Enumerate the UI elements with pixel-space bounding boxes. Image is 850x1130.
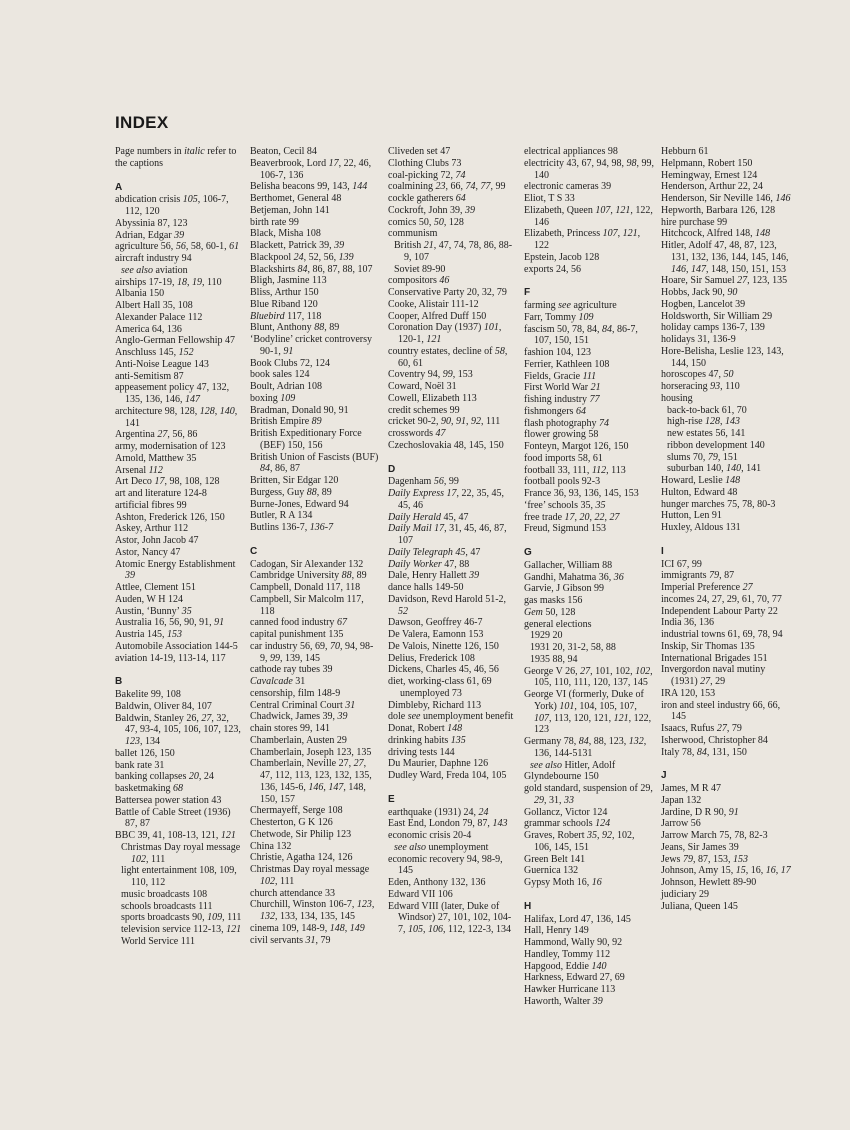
index-entry: Dawson, Geoffrey 46-7 [388, 617, 483, 629]
index-entry: communism [388, 228, 438, 240]
index-entry: Howard, Leslie 148 [661, 475, 741, 486]
section-letter-i: I [661, 545, 664, 557]
index-entry: America 64, 136 [115, 323, 182, 335]
index-entry: Hogben, Lancelot 39 [661, 298, 746, 310]
index-entry: Haworth, Walter 39 [524, 995, 603, 1007]
index-entry: Ferrier, Kathleen 108 [524, 358, 610, 370]
index-intro-note: Page numbers in italic refer to the captions [115, 146, 237, 169]
index-entry: China 132 [250, 840, 292, 852]
index-entry: India 36, 136 [661, 617, 715, 629]
index-entry: Adrian, Edgar 39 [115, 229, 185, 241]
index-entry: flash photography 74 [524, 417, 609, 429]
index-entry: football 33, 111, 112, 113 [524, 464, 626, 476]
index-entry: driving tests 144 [388, 746, 455, 758]
index-entry: George VI (formerly, Duke of York) 101, 104, 105, 107, 107, 113, 120, 121, 121, 122, 123 [524, 689, 652, 736]
index-entry: Hebburn 61 [661, 146, 709, 157]
index-subentry: 1931 20, 31-2, 58, 88 [530, 642, 616, 653]
index-entry: farming see agriculture [524, 300, 617, 311]
index-subentry: schools broadcasts 111 [121, 900, 213, 912]
index-entry: Hammond, Wally 90, 92 [524, 937, 623, 948]
index-entry: car industry 56, 69, 70, 94, 98-9, 99, 139, 145 [250, 640, 374, 664]
index-entry: Battle of Cable Street (1936) 87, 87 [115, 806, 231, 830]
index-entry: Dickens, Charles 45, 46, 56 [388, 664, 499, 676]
index-entry: Dale, Henry Hallett 39 [388, 570, 480, 582]
section-letter-c: C [250, 545, 258, 557]
index-entry: iron and steel industry 66, 66, 145 [661, 699, 781, 723]
index-column-3 [388, 146, 518, 936]
index-subentry: British 21, 47, 74, 78, 86, 88-9, 107 [394, 240, 513, 263]
index-entry: electricity 43, 67, 94, 98, 98, 99, 140 [524, 157, 654, 181]
index-entry: Hoare, Sir Samuel 27, 123, 135 [661, 275, 788, 287]
index-entry: gas masks 156 [524, 595, 583, 606]
index-subentry: Soviet 89-90 [394, 263, 446, 275]
section-letter-a: A [115, 181, 123, 193]
index-entry: airships 17-19, 18, 19, 110 [115, 276, 222, 288]
index-entry: Daily Herald 45, 47 [388, 511, 469, 523]
index-column-4 [524, 146, 654, 1008]
index-entry: Epstein, Jacob 128 [524, 251, 600, 263]
index-entry: Berthomet, General 48 [250, 193, 342, 204]
index-entry: cockle gatherers 64 [388, 193, 466, 204]
index-entry: Germany 78, 84, 88, 123, 132, 136, 144-5131 [524, 736, 647, 759]
index-entry: Inskip, Sir Thomas 135 [661, 640, 755, 652]
index-entry: immigrants 79, 87 [661, 570, 735, 582]
index-entry: Arsenal 112 [115, 464, 163, 476]
index-entry: Cavalcade 31 [250, 676, 306, 687]
index-entry: Baldwin, Stanley 26, 27, 32, 47, 93-4, 105, 106, 107, 123, 123, 134 [115, 712, 241, 747]
index-entry: Coward, Noël 31 [388, 381, 457, 392]
index-entry: basketmaking 68 [115, 783, 184, 794]
index-entry: Johnson, Amy 15, 15, 16, 16, 17 [661, 865, 791, 877]
index-entry: hire purchase 99 [661, 216, 728, 228]
index-entry: Burne-Jones, Edward 94 [250, 498, 349, 510]
section-letter-b: B [115, 676, 123, 688]
index-entry: Du Maurier, Daphne 126 [388, 758, 489, 770]
index-entry: Gem 50, 128 [524, 606, 576, 618]
index-entry: British Union of Fascists (BUF) 84, 86, 87 [250, 451, 379, 475]
index-entry: Britten, Sir Edgar 120 [250, 475, 339, 486]
index-entry: holiday camps 136-7, 139 [661, 322, 765, 334]
index-entry: Blackshirts 84, 86, 87, 88, 107 [250, 263, 373, 275]
index-entry: Central Criminal Court 31 [250, 699, 356, 711]
index-entry: Jardine, D R 90, 91 [661, 806, 739, 818]
index-entry: Hall, Henry 149 [524, 925, 589, 937]
index-entry: Glyndebourne 150 [524, 771, 599, 783]
index-entry: Fonteyn, Margot 126, 150 [524, 441, 629, 452]
index-entry: Atomic Energy Establishment 39 [115, 558, 236, 582]
index-entry: Hemingway, Ernest 124 [661, 169, 758, 181]
index-subentry: see also aviation [121, 264, 188, 276]
index-entry: banking collapses 20, 24 [115, 771, 214, 783]
index-entry: Blackpool 24, 52, 56, 139 [250, 251, 354, 263]
index-entry: Gypsy Moth 16, 16 [524, 877, 602, 888]
index-entry: Freud, Sigmund 153 [524, 523, 606, 535]
index-entry: architecture 98, 128, 128, 140, 141 [115, 405, 238, 429]
index-subentry: back-to-back 61, 70 [667, 404, 747, 416]
index-entry: Austin, ‘Bunny’ 35 [115, 605, 192, 617]
index-entry: Belisha beacons 99, 143, 144 [250, 181, 368, 193]
index-entry: Bliss, Arthur 150 [250, 287, 319, 298]
index-entry: gold standard, suspension of 29, 29, 31, 33 [524, 783, 653, 806]
index-entry: Askey, Arthur 112 [115, 523, 189, 535]
index-entry: cathode ray tubes 39 [250, 664, 333, 676]
index-entry: First World War 21 [524, 382, 601, 394]
index-entry: exports 24, 56 [524, 263, 581, 275]
index-entry: Astor, John Jacob 47 [115, 535, 199, 546]
index-entry: Hore-Belisha, Leslie 123, 143, 144, 150 [661, 345, 784, 369]
index-entry: artificial fibres 99 [115, 499, 187, 511]
section-letter-g: G [524, 547, 532, 558]
index-entry: Helpmann, Robert 150 [661, 157, 753, 169]
index-entry: Betjeman, John 141 [250, 204, 330, 216]
index-entry: hunger marches 75, 78, 80-3 [661, 498, 776, 510]
index-entry: economic crisis 20-4 [388, 830, 472, 841]
index-entry: Boult, Adrian 108 [250, 381, 322, 392]
index-entry: Davidson, Revd Harold 51-2, 52 [388, 593, 507, 617]
index-entry: Hitchcock, Alfred 148, 148 [661, 228, 771, 240]
section-letter-h: H [524, 900, 532, 912]
index-entry: Gallacher, William 88 [524, 559, 613, 571]
index-entry: cricket 90-2, 90, 91, 92, 111 [388, 416, 501, 428]
index-entry: cinema 109, 148-9, 148, 149 [250, 922, 365, 934]
index-entry: Eden, Anthony 132, 136 [388, 877, 486, 888]
index-subentry: 1935 88, 94 [530, 653, 578, 665]
index-entry: Daily Express 17, 22, 35, 45, 45, 46 [388, 488, 505, 511]
index-entry: Hulton, Edward 48 [661, 486, 738, 498]
index-entry: ‘free’ schools 35, 35 [524, 499, 606, 511]
index-entry: Blackett, Patrick 39, 39 [250, 240, 345, 251]
index-entry: free trade 17, 20, 22, 27 [524, 511, 620, 523]
index-subentry: suburban 140, 140, 141 [667, 463, 762, 475]
index-entry: Eliot, T S 33 [524, 193, 575, 204]
index-entry: chain stores 99, 141 [250, 723, 330, 734]
index-entry: Hutton, Len 91 [661, 510, 722, 522]
index-entry: boxing 109 [250, 392, 296, 404]
index-entry: Astor, Nancy 47 [115, 546, 181, 558]
index-subentry: see also unemployment [394, 841, 489, 853]
index-entry: British Expeditionary Force (BEF) 150, 156 [250, 428, 362, 451]
index-entry: Graves, Robert 35, 92, 102, 106, 145, 151 [524, 830, 635, 853]
index-entry: housing [661, 392, 693, 404]
index-entry: Chadwick, James 39, 39 [250, 711, 348, 723]
index-entry: birth rate 99 [250, 216, 299, 228]
index-entry: Handley, Tommy 112 [524, 948, 611, 960]
index-subentry: light entertainment 108, 109, 110, 112 [121, 865, 237, 888]
index-entry: agriculture 56, 56, 58, 60-1, 61 [115, 241, 240, 253]
index-entry: Coventry 94, 99, 153 [388, 369, 473, 381]
index-column-2 [250, 146, 380, 946]
index-entry: Cockroft, John 39, 39 [388, 204, 475, 216]
index-entry: credit schemes 99 [388, 404, 460, 416]
index-entry: Bakelite 99, 108 [115, 689, 181, 700]
index-entry: Dagenham 56, 99 [388, 476, 459, 488]
index-entry: coalmining 23, 66, 74, 77, 99 [388, 181, 506, 193]
index-entry: Automobile Association 144-5 [115, 640, 238, 652]
index-entry: canned food industry 67 [250, 617, 347, 629]
index-entry: Abyssinia 87, 123 [115, 217, 188, 229]
index-entry: Conservative Party 20, 32, 79 [388, 287, 507, 298]
index-entry: International Brigades 151 [661, 652, 768, 664]
index-entry: Hapgood, Eddie 140 [524, 960, 607, 972]
index-entry: Book Clubs 72, 124 [250, 357, 331, 369]
index-entry: Green Belt 141 [524, 853, 586, 865]
index-entry: Anschluss 145, 152 [115, 347, 194, 358]
index-entry: Daily Telegraph 45, 47 [388, 546, 481, 558]
index-subentry: Christmas Day royal message 102, 111 [121, 841, 241, 865]
index-entry: Burgess, Guy 88, 89 [250, 486, 332, 498]
index-entry: James, M R 47 [661, 783, 721, 794]
index-entry: Chesterton, G K 126 [250, 817, 333, 828]
index-entry: Arnold, Matthew 35 [115, 452, 197, 464]
index-entry: Austria 145, 153 [115, 629, 182, 640]
index-entry: Cowell, Elizabeth 113 [388, 392, 477, 404]
index-entry: ‘Bodyline’ cricket controversy 90-1, 91 [250, 334, 372, 357]
index-entry: book sales 124 [250, 369, 310, 381]
index-subentry: new estates 56, 141 [667, 428, 746, 439]
index-entry: Henderson, Sir Neville 146, 146 [661, 193, 791, 204]
index-entry: Daily Mail 17, 31, 45, 46, 87, 107 [388, 523, 507, 546]
index-entry: dance halls 149-50 [388, 582, 464, 593]
index-subentry: see also Hitler, Adolf [530, 759, 616, 771]
index-entry: Guernica 132 [524, 865, 579, 877]
index-entry: abdication crisis 105, 106-7, 112, 120 [115, 194, 229, 217]
index-entry: Jarrow March 75, 78, 82-3 [661, 830, 768, 841]
index-entry: Black, Misha 108 [250, 228, 321, 240]
index-entry: Johnson, Hewlett 89-90 [661, 877, 757, 888]
index-entry: Cadogan, Sir Alexander 132 [250, 558, 364, 570]
index-entry: drinking habits 135 [388, 734, 466, 746]
index-entry: Bradman, Donald 90, 91 [250, 404, 349, 416]
index-entry: fashion 104, 123 [524, 347, 591, 358]
index-entry: De Valois, Ninette 126, 150 [388, 640, 499, 652]
section-letter-e: E [388, 793, 395, 805]
index-entry: grammar schools 124 [524, 818, 611, 830]
index-column-5 [661, 146, 791, 912]
index-entry: Jarrow 56 [661, 818, 701, 830]
index-entry: Bluebird 117, 118 [250, 310, 322, 322]
index-entry: Henderson, Arthur 22, 24 [661, 181, 763, 193]
index-entry: horoscopes 47, 50 [661, 369, 734, 381]
index-entry: Albania 150 [115, 288, 165, 300]
index-entry: Hepworth, Barbara 126, 128 [661, 204, 776, 216]
page-title: INDEX [115, 113, 169, 132]
index-entry: Holdsworth, Sir William 29 [661, 310, 773, 322]
index-entry: electronic cameras 39 [524, 181, 612, 193]
index-entry: Elizabeth, Princess 107, 121, 122 [524, 228, 641, 251]
index-entry: Anglo-German Fellowship 47 [115, 335, 235, 347]
index-entry: George V 26, 27, 101, 102, 102, 105, 110, 111, 120, 137, 145 [524, 665, 653, 689]
index-entry: Cambridge University 88, 89 [250, 570, 367, 582]
index-entry: Churchill, Winston 106-7, 123, 132, 133, 134, 135, 145 [250, 899, 375, 922]
index-entry: church attendance 33 [250, 887, 335, 899]
index-entry: industrial towns 61, 69, 78, 94 [661, 629, 783, 640]
index-entry: dole see unemployment benefit [388, 711, 514, 723]
index-entry: Fields, Gracie 111 [524, 370, 597, 382]
index-entry: Beaton, Cecil 84 [250, 146, 317, 157]
index-entry: Chetwode, Sir Philip 123 [250, 828, 352, 840]
index-entry: Beaverbrook, Lord 17, 22, 46, 106-7, 136 [250, 157, 372, 181]
index-entry: earthquake (1931) 24, 24 [388, 806, 489, 818]
index-entry: Huxley, Aldous 131 [661, 522, 741, 533]
index-entry: electrical appliances 98 [524, 146, 618, 157]
index-entry: Jeans, Sir James 39 [661, 841, 739, 853]
index-entry: country estates, decline of 58, 60, 61 [388, 345, 508, 369]
index-entry: horseracing 93, 110 [661, 381, 740, 392]
index-entry: Chamberlain, Austen 29 [250, 734, 347, 746]
index-entry: fishmongers 64 [524, 405, 586, 417]
index-entry: Japan 132 [661, 794, 702, 806]
index-entry: Cliveden set 47 [388, 146, 451, 157]
section-letter-j: J [661, 770, 667, 782]
index-entry: Gandhi, Mahatma 36, 36 [524, 571, 624, 583]
index-entry: Anti-Noise League 143 [115, 358, 209, 370]
section-letter-f: F [524, 287, 531, 299]
index-entry: Ashton, Frederick 126, 150 [115, 511, 225, 523]
index-entry: Farr, Tommy 109 [524, 311, 594, 323]
index-subentry: ribbon development 140 [667, 439, 765, 451]
index-entry: Battersea power station 43 [115, 794, 222, 806]
index-entry: Imperial Preference 27 [661, 582, 753, 593]
index-entry: Christie, Agatha 124, 126 [250, 852, 353, 864]
index-entry: Dimbleby, Richard 113 [388, 699, 482, 711]
index-subentry: 1929 20 [530, 630, 563, 642]
index-entry: Campbell, Sir Malcolm 117, 118 [250, 593, 364, 617]
index-entry: Isaacs, Rufus 27, 79 [661, 723, 742, 734]
index-subentry: World Service 111 [121, 935, 195, 947]
index-entry: Chamberlain, Joseph 123, 135 [250, 746, 372, 758]
index-entry: football pools 92-3 [524, 476, 601, 488]
index-entry: British Empire 89 [250, 416, 322, 428]
index-entry: Christmas Day royal message 102, 111 [250, 864, 370, 887]
index-entry: Butler, R A 134 [250, 510, 313, 522]
index-entry: Jews 79, 87, 153, 153 [661, 853, 748, 865]
index-entry: Alexander Palace 112 [115, 311, 203, 323]
index-entry: food imports 58, 61 [524, 452, 603, 464]
index-entry: Baldwin, Oliver 84, 107 [115, 700, 212, 712]
index-entry: Campbell, Donald 117, 118 [250, 582, 361, 593]
index-entry: Daily Worker 47, 88 [388, 558, 470, 570]
index-entry: France 36, 93, 136, 145, 153 [524, 488, 639, 499]
index-entry: Italy 78, 84, 131, 150 [661, 746, 747, 758]
index-entry: economic recovery 94, 98-9, 145 [388, 853, 503, 877]
index-entry: ICI 67, 99 [661, 558, 702, 570]
index-entry: crosswords 47 [388, 428, 446, 439]
index-column-1 [115, 146, 243, 948]
index-entry: compositors 46 [388, 275, 450, 287]
index-entry: Argentina 27, 56, 86 [115, 429, 198, 441]
index-entry: capital punishment 135 [250, 629, 344, 640]
index-entry: comics 50, 50, 128 [388, 216, 464, 228]
index-entry: Attlee, Clement 151 [115, 582, 196, 593]
index-entry: East End, London 79, 87, 143 [388, 818, 508, 830]
index-entry: Invergordon naval mutiny (1931) 27, 29 [661, 664, 766, 687]
index-entry: Delius, Frederick 108 [388, 652, 475, 664]
index-entry: Chermayeff, Serge 108 [250, 805, 343, 817]
index-entry: censorship, film 148-9 [250, 687, 341, 699]
index-entry: Independent Labour Party 22 [661, 605, 778, 617]
index-entry: general elections [524, 618, 592, 630]
index-subentry: slums 70, 79, 151 [667, 451, 738, 463]
index-entry: ballet 126, 150 [115, 747, 175, 759]
index-subentry: high-rise 128, 143 [667, 416, 741, 428]
index-entry: judiciary 29 [661, 888, 710, 900]
index-entry: diet, working-class 61, 69 [388, 676, 492, 687]
index-entry: aviation 14-19, 113-14, 117 [115, 652, 226, 664]
index-entry: Isherwood, Christopher 84 [661, 734, 768, 746]
index-entry: Bligh, Jasmine 113 [250, 275, 327, 287]
index-entry: Cooke, Alistair 111-12 [388, 298, 479, 310]
index-entry: Coronation Day (1937) 101, 120-1, 121 [388, 322, 502, 345]
index-entry: Edward VIII (later, Duke of Windsor) 27, 101, 102, 104-7, 105, 106, 112, 122-3, 134 [388, 900, 512, 935]
index-subentry: sports broadcasts 90, 109, 111 [121, 912, 242, 924]
index-entry: Hawker Hurricane 113 [524, 984, 616, 995]
index-entry: art and literature 124-8 [115, 488, 207, 499]
index-entry: holidays 31, 136-9 [661, 334, 736, 345]
index-entry: fishing industry 77 [524, 394, 600, 405]
index-entry: Australia 16, 56, 90, 91, 91 [115, 617, 225, 629]
index-entry: Albert Hall 35, 108 [115, 300, 193, 311]
index-subentry: music broadcasts 108 [121, 888, 208, 900]
index-subentry: unemployed 73 [400, 687, 462, 699]
section-letter-d: D [388, 463, 396, 475]
index-entry: bank rate 31 [115, 759, 165, 771]
index-entry: appeasement policy 47, 132, 135, 136, 146, 147 [115, 382, 230, 405]
index-entry: Butlins 136-7, 136-7 [250, 522, 334, 533]
index-entry: De Valera, Eamonn 153 [388, 629, 484, 640]
index-entry: Garvie, J Gibson 99 [524, 583, 604, 595]
index-entry: Dudley Ward, Freda 104, 105 [388, 770, 507, 781]
index-entry: anti-Semitism 87 [115, 370, 184, 382]
index-entry: Auden, W H 124 [115, 593, 183, 605]
index-entry: Donat, Robert 148 [388, 723, 463, 734]
index-entry: Blunt, Anthony 88, 89 [250, 322, 340, 334]
index-entry: BBC 39, 41, 108-13, 121, 121 [115, 830, 236, 841]
index-entry: Hitler, Adolf 47, 48, 87, 123, 131, 132, 136, 144, 145, 146, 146, 147, 148, 150, 151, 153 [661, 240, 789, 275]
index-entry: Elizabeth, Queen 107, 121, 122, 146 [524, 204, 653, 228]
index-entry: Harkness, Edward 27, 69 [524, 972, 625, 984]
index-entry: Czechoslovakia 48, 145, 150 [388, 439, 504, 451]
index-entry: army, modernisation of 123 [115, 441, 226, 452]
index-entry: Chamberlain, Neville 27, 27, 47, 112, 113, 123, 132, 135, 136, 145-6, 146, 147, 148, 150, 157 [250, 758, 372, 805]
index-entry: Clothing Clubs 73 [388, 157, 462, 169]
index-entry: incomes 24, 27, 29, 61, 70, 77 [661, 593, 782, 605]
index-entry: Blue Riband 120 [250, 298, 318, 310]
index-entry: flower growing 58 [524, 429, 599, 441]
index-entry: fascism 50, 78, 84, 84, 86-7, 107, 150, 151 [524, 323, 638, 347]
index-entry: Juliana, Queen 145 [661, 900, 738, 912]
index-entry: Gollancz, Victor 124 [524, 806, 608, 818]
index-entry: aircraft industry 94 [115, 253, 192, 264]
index-entry: coal-picking 72, 74 [388, 169, 466, 181]
index-subentry: television service 112-13, 121 [121, 924, 242, 935]
index-entry: Hobbs, Jack 90, 90 [661, 287, 738, 298]
index-entry: Art Deco 17, 98, 108, 128 [115, 476, 220, 488]
index-entry: civil servants 31, 79 [250, 934, 331, 946]
index-entry: Cooper, Alfred Duff 150 [388, 310, 487, 322]
index-entry: IRA 120, 153 [661, 687, 716, 699]
index-entry: Edward VII 106 [388, 888, 453, 900]
index-entry: Halifax, Lord 47, 136, 145 [524, 913, 631, 925]
